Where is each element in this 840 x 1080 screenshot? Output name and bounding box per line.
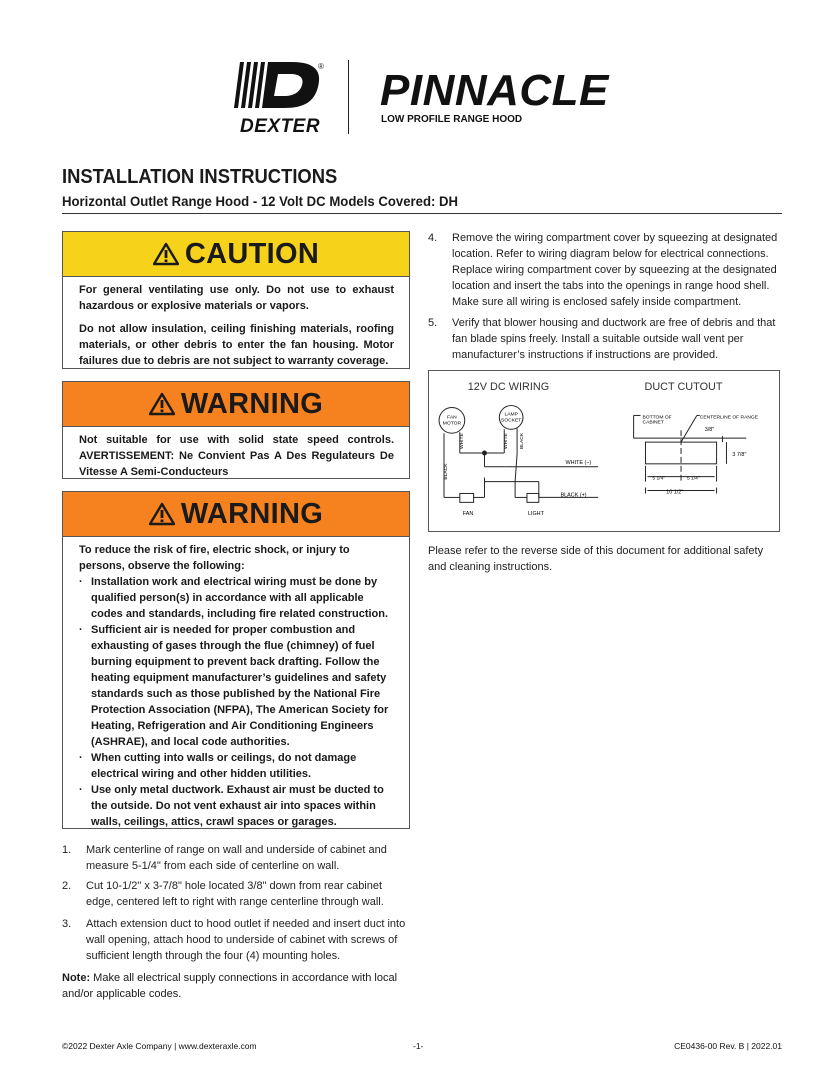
step-number: 5. [428,317,438,329]
centerline-label: CENTERLINE OF RANGE [699,415,759,421]
wire-label-black-positive: BLACK (+) [560,492,587,499]
wiring-cutout-diagram [428,370,780,532]
light-label: LIGHT [527,511,544,518]
warning-triangle-icon [149,392,175,416]
bullet-text: When cutting into walls or ceilings, do not damage electrical wiring and other hidden utilities. [91,752,357,780]
step-5 [428,315,780,363]
bullet-text: Sufficient air is needed for proper combustion and exhausting of gases through the flue (chimney) of fuel burning equipment to prevent back drafting. Follow the heating equipment manufacturer’s guidelines and safety standards such as those published by the National Fire Protection Association (NFPA), The American Society for Heating, Refrigeration and Air Conditioning Engineers (ASHRAE), and local code authorities. [91,624,389,748]
note-label: Note: [62,972,91,984]
lamp-socket-label: LAMP [504,412,518,418]
step-text: Attach extension duct to hood outlet if needed and insert duct into wall opening, attach hood to underside of cabinet with screws of sufficient length through the four (4) mounting holes. [86,918,406,962]
light-switch-symbol [527,493,539,502]
cutout-lines [634,415,747,496]
note [62,970,412,1002]
wire-label: WHITE [504,433,510,450]
warning-bullet: · Sufficient air is needed for proper combustion and exhausting of gases through the flue (chimney) of fuel burning equipment to prevent back drafting. Follow the heating equipment manufacturer’s guidelines and safety standards such as those published by the National Fire Protection Association (NFPA), The American Society for Heating, Refrigeration and Air Conditioning Engineers (ASHRAE), and local code authorities. [79,622,394,750]
wire-label: BLACK [443,463,449,480]
step-2 [62,878,412,910]
bottom-cabinet-label: CABINET [642,420,664,426]
dimension-label: 5 1/4" [652,476,666,482]
footer-copyright: ©2022 Dexter Axle Company | www.dexteraxle.com [62,1041,257,1051]
warning-box-speed-controls [62,381,410,479]
cutout-title: DUCT CUTOUT [644,380,723,393]
warning-bullet: · Use only metal ductwork. Exhaust air must be ducted to the outside. Do not vent exhaust air into spaces within walls, ceilings, attics, crawl spaces or garages. [79,782,394,830]
warning-intro: To reduce the risk of fire, electric shock, or injury to persons, observe the following: [79,544,350,572]
warning-triangle-icon [149,502,175,526]
warning-label: WARNING [180,387,324,420]
wire-label: BLACK [520,432,526,450]
warning-bullet: · Installation work and electrical wiring must be done by qualified person(s) in accordance with all applicable codes and standards, including fire related construction. [79,574,394,622]
dimension-label: 10 1/2" [666,489,684,496]
fan-label: FAN [462,511,474,518]
duct-cutout-diagram [634,381,759,496]
dimension-label: 5 1/4" [686,476,700,482]
caution-banner [63,232,409,277]
fan-motor-label: FAN [447,415,457,421]
registered-mark: ® [318,62,324,71]
warning-bullet: · When cutting into walls or ceilings, do not damage electrical wiring and other hidden utilities. [79,750,394,782]
step-text: Mark centerline of range on wall and underside of cabinet and measure 5-1/4" from each side of centerline on wall. [86,844,387,872]
footer-doc-id: CE0436-00 Rev. B | 2022.01 [674,1041,782,1051]
footer-page-number: -1- [413,1041,424,1051]
wire-label-white-negative: WHITE (−) [565,459,592,466]
brand-name: DEXTER [240,116,321,137]
warning-box-fire-risk [62,491,410,829]
wire-junction [482,451,487,456]
wire-label: WHITE [459,433,465,450]
caution-paragraph: For general ventilating use only. Do not use to exhaust hazardous or explosive materials or vapors. [79,284,394,312]
product-subtitle: LOW PROFILE RANGE HOOD [381,114,523,125]
step-text: Remove the wiring compartment cover by squeezing at designated location. Refer to wiring diagram below for electrical connections. Replace wiring compartment cover by squeezing at the designated location and insert the tabs into the openings in range hood shell. Make sure all wiring is enclosed safely inside compartment. [452,232,778,308]
bullet-text: Use only metal ductwork. Exhaust air must be ducted to the outside. Do not vent exhaust air into spaces within walls, ceilings, attics, crawl spaces or garages. [91,784,384,828]
caution-paragraph: Do not allow insulation, ceiling finishing materials, roofing materials, or other debris to enter the fan housing. Motor failures due to debris are not subject to warranty coverage. [79,323,394,367]
lamp-socket-label: SOCKET [501,418,522,424]
step-number: 2. [62,880,72,892]
bullet-text: Installation work and electrical wiring must be done by qualified person(s) in accordance with all applicable codes and standards, including fire related construction. [91,576,389,620]
logo-divider [348,60,349,134]
dimension-label: 3/8" [704,427,715,434]
warning-banner [63,492,409,537]
step-number: 1. [62,844,72,856]
step-number: 4. [428,232,438,244]
warning-label: WARNING [180,497,324,530]
product-name: PINNACLE [380,66,609,115]
wiring-diagram [439,381,598,517]
warning-text: Not suitable for use with solid state speed controls. AVERTISSEMENT: Ne Convient Pas A Des Regulateurs De Vitesse A Semi-Conducteurs [79,434,394,478]
note-text: Make all electrical supply connections in accordance with local and/or applicable codes. [62,972,398,1000]
step-3 [62,916,412,964]
caution-label: CAUTION [184,237,320,270]
step-1 [62,842,412,874]
document-subtitle: Horizontal Outlet Range Hood - 12 Volt DC Models Covered: DH [62,193,459,209]
warning-banner [63,382,409,427]
reverse-side-note: Please refer to the reverse side of this document for additional safety and cleaning instructions. [428,545,764,573]
step-number: 3. [62,918,72,930]
fan-switch-symbol [460,493,474,502]
step-text: Verify that blower housing and ductwork are free of debris and that fan blade spins freely. Install a suitable outside wall vent per manufacturer’s instructions if instructions are provided. [452,317,776,361]
bottom-cabinet-label: BOTTOM OF [642,415,672,421]
title-rule [62,213,782,214]
document-title: INSTALLATION INSTRUCTIONS [62,166,338,188]
warning-triangle-icon [153,242,179,266]
step-text: Cut 10-1/2" x 3-7/8" hole located 3/8" down from rear cabinet edge, centered left to right with range centerline through wall. [86,880,384,908]
fan-motor-label: MOTOR [442,421,462,427]
step-4 [428,230,780,310]
wiring-title: 12V DC WIRING [467,380,550,393]
caution-box [62,231,410,369]
dimension-label: 3 7/8" [732,451,747,458]
